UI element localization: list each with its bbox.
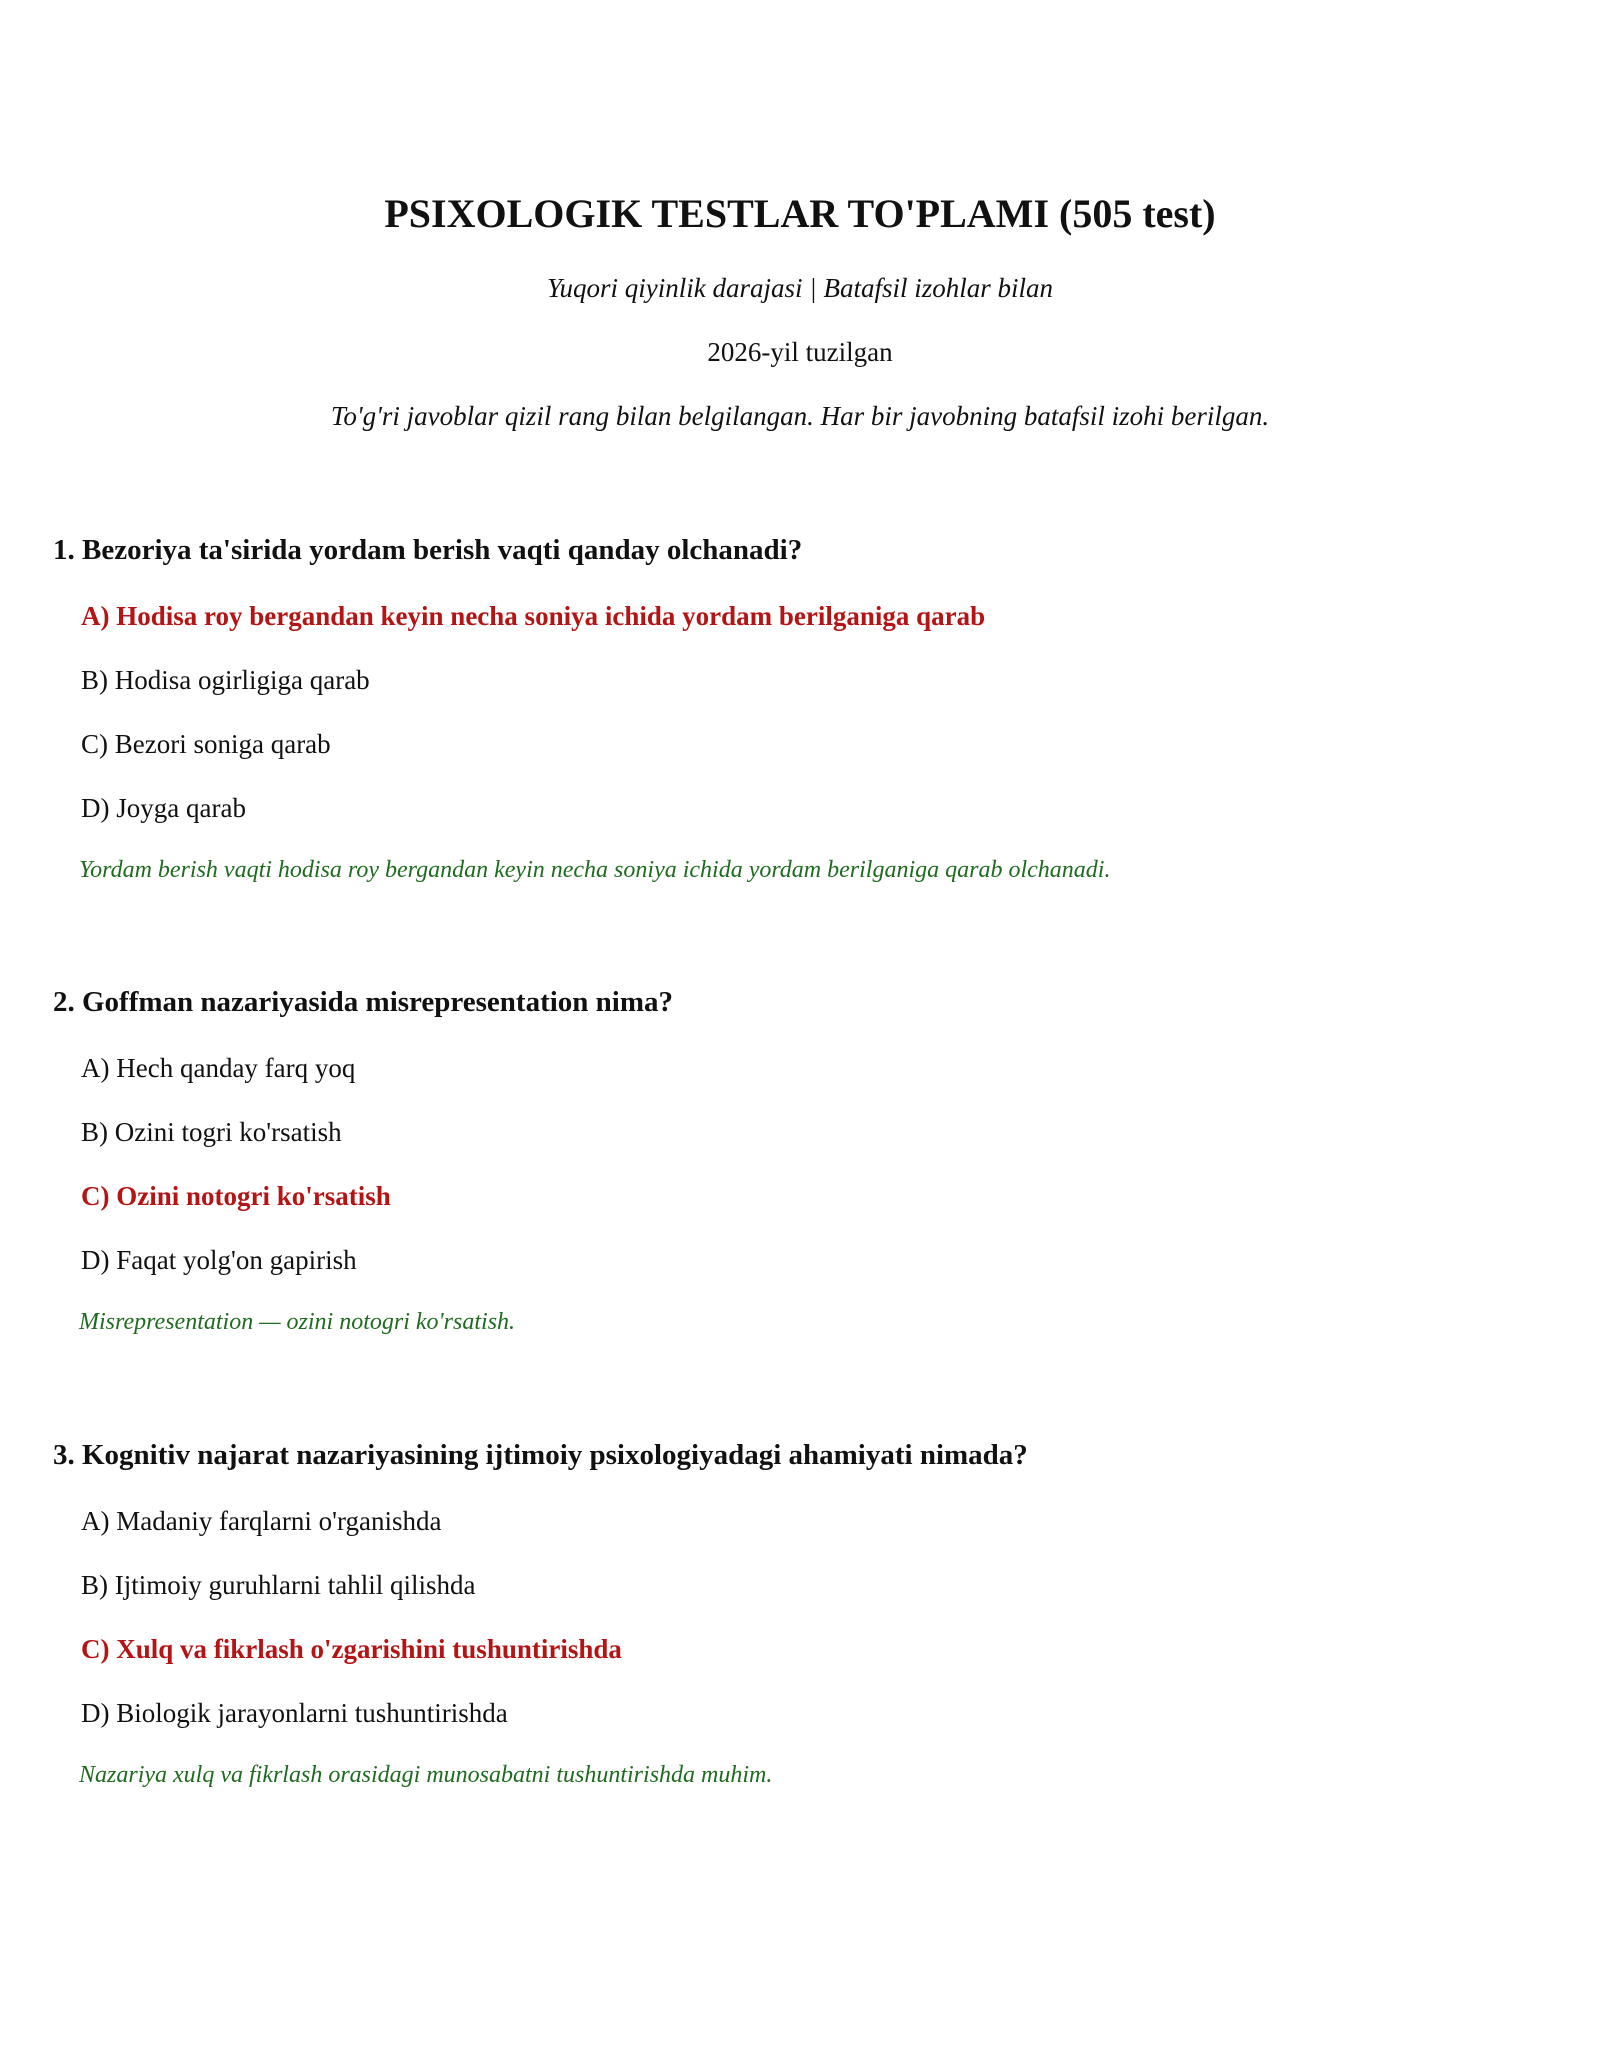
option-a: A) Hech qanday farq yoq <box>81 1053 356 1083</box>
option-d: D) Joyga qarab <box>81 793 246 823</box>
answer-explanation: Misrepresentation — ozini notogri ko'rsatish. <box>79 1309 516 1335</box>
document-note: To'g'ri javoblar qizil rang bilan belgilangan. Har bir javobning batafsil izohi berilgan. <box>330 401 1270 431</box>
option-d: D) Biologik jarayonlarni tushuntirishda <box>81 1698 508 1728</box>
option-a: A) Madaniy farqlarni o'rganishda <box>81 1506 442 1536</box>
option-c: C) Xulq va fikrlash o'zgarishini tushuntirishda <box>81 1634 622 1664</box>
question-text: 1. Bezoriya ta'sirida yordam berish vaqti qanday olchanadi? <box>53 534 803 566</box>
answer-explanation: Nazariya xulq va fikrlash orasidagi munosabatni tushuntirishda muhim. <box>79 1762 773 1788</box>
question-text: 2. Goffman nazariyasida misrepresentation nima? <box>53 986 674 1018</box>
option-b: B) Hodisa ogirligiga qarab <box>81 665 370 695</box>
option-a: A) Hodisa roy bergandan keyin necha soniya ichida yordam berilganiga qarab <box>81 601 986 631</box>
question-text: 3. Kognitiv najarat nazariyasining ijtimoiy psixologiyadagi ahamiyati nimada? <box>53 1439 1028 1471</box>
option-b: B) Ijtimoiy guruhlarni tahlil qilishda <box>81 1570 476 1600</box>
document-year: 2026-yil tuzilgan <box>707 337 893 367</box>
document-subtitle: Yuqori qiyinlik darajasi | Batafsil izohlar bilan <box>547 273 1053 303</box>
option-c: C) Ozini notogri ko'rsatish <box>81 1181 391 1211</box>
document-title: PSIXOLOGIK TESTLAR TO'PLAMI (505 test) <box>384 191 1216 236</box>
option-d: D) Faqat yolg'on gapirish <box>81 1245 357 1275</box>
answer-explanation: Yordam berish vaqti hodisa roy bergandan keyin necha soniya ichida yordam berilganiga qarab olchanadi. <box>79 857 1111 883</box>
option-c: C) Bezori soniga qarab <box>81 729 331 759</box>
option-b: B) Ozini togri ko'rsatish <box>81 1117 342 1147</box>
